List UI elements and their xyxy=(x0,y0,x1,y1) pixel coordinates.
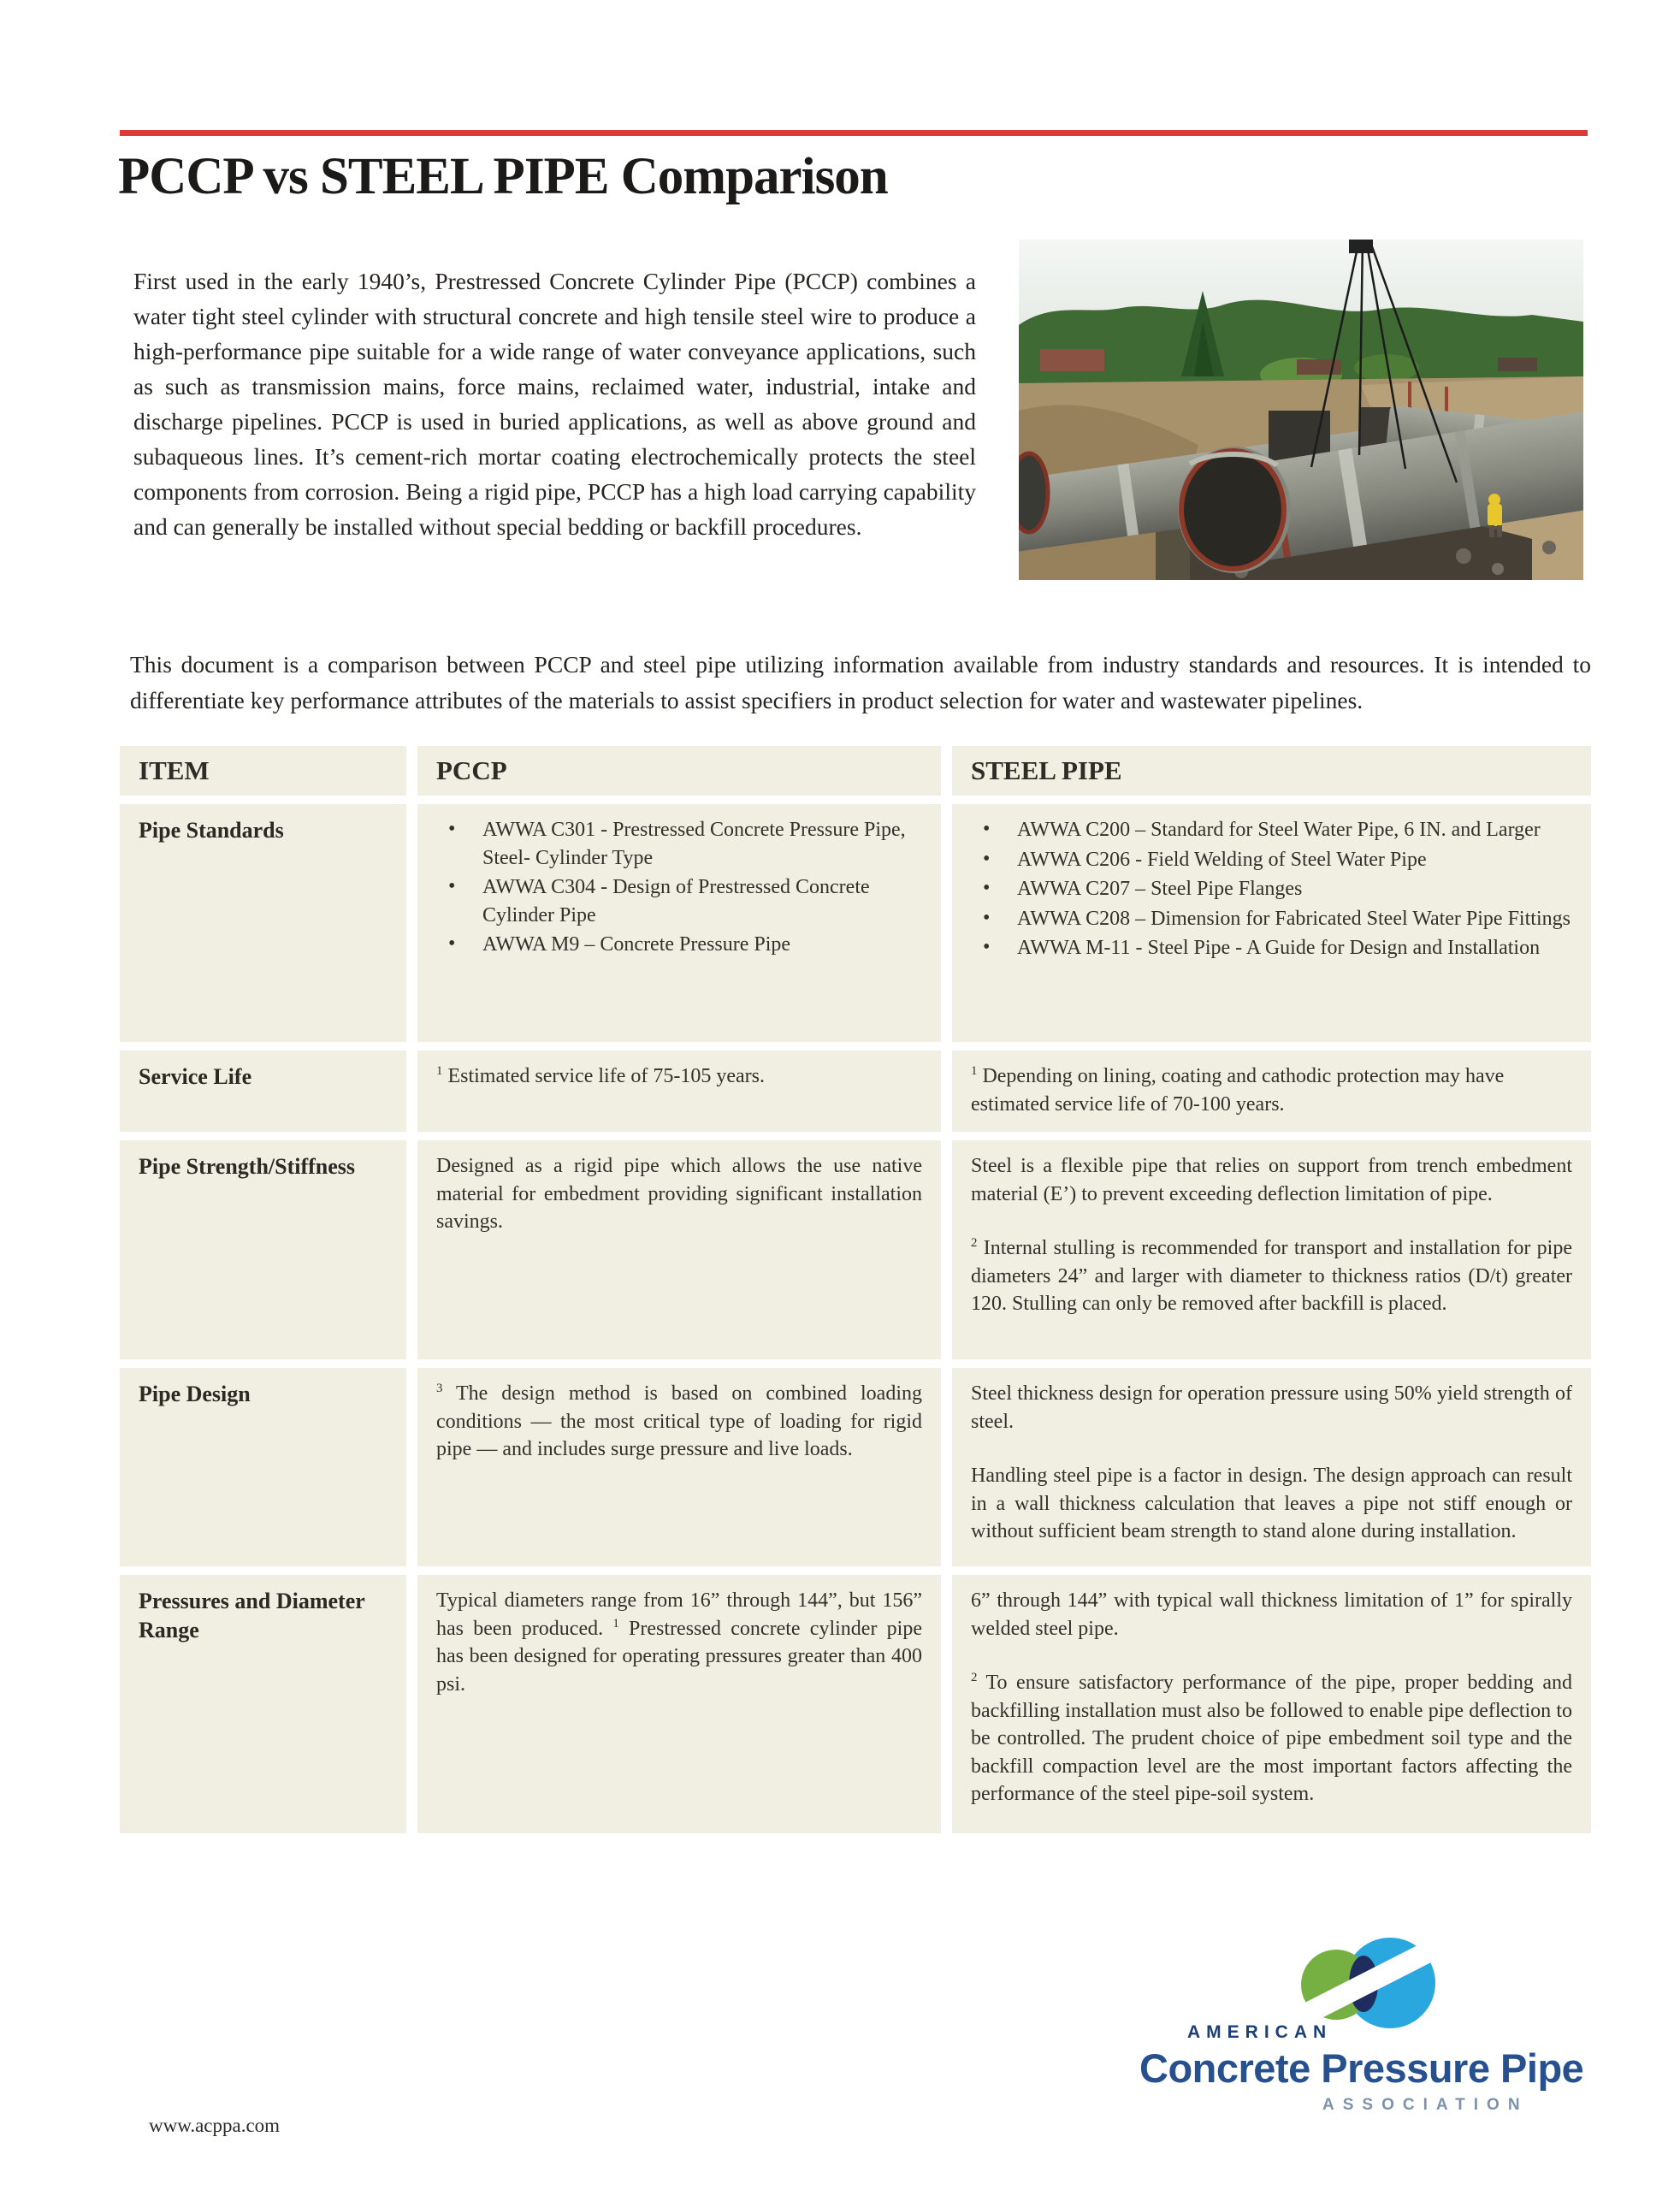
bullet-item: • AWWA C207 – Steel Pipe Flanges xyxy=(971,875,1572,903)
row-item-label: Pressures and Diameter Range xyxy=(139,1589,365,1642)
cell-paragraph: $^3$ The design method is based on combined loading conditions — the most critical type of loading for rigid pipe — and includes surge pressure and live loads. xyxy=(436,1382,922,1460)
bullet-item: • AWWA M-11 - Steel Pipe - A Guide for Design and Installation xyxy=(971,934,1572,962)
comparison-table xyxy=(120,746,1591,1842)
intro-paragraph: First used in the early 1940’s, Prestressed Concrete Cylinder Pipe (PCCP) combines a water tight steel cylinder with structural concrete and high tensile steel wire to produce a high-performance pipe suitable for a wide range of water conveyance applications, such as such as transmission mains, force mains, reclaimed water, industrial, intake and discharge pipelines. PCCP is used in buried applications, as well as above ground and subaqueous lines. It’s cement-rich mortar coating electrochemically protects the steel components from corrosion. Being a rigid pipe, PCCP has a high load carrying capability and can generally be installed without special bedding or backfill procedures. xyxy=(133,267,976,540)
cell-paragraph: Designed as a rigid pipe which allows the use native material for embedment providing significant installation savings. xyxy=(436,1155,922,1233)
header-item: ITEM xyxy=(120,746,406,796)
row-item-cell xyxy=(120,1368,406,1566)
row-item-cell xyxy=(120,804,406,1042)
row-pccp-cell xyxy=(417,1051,941,1132)
header-pccp: PCCP xyxy=(417,746,941,796)
row-pccp-cell xyxy=(417,1140,941,1359)
logo-name-text: Concrete Pressure Pipe xyxy=(1139,2045,1584,2091)
row-item-cell xyxy=(120,1140,406,1359)
row-item-cell xyxy=(120,1575,406,1833)
row-steel-cell xyxy=(952,1368,1591,1566)
bullet-item: • AWWA C304 - Design of Prestressed Concrete Cylinder Pipe xyxy=(436,873,922,929)
table-row xyxy=(120,804,1591,1042)
row-steel-cell xyxy=(952,804,1591,1042)
cell-paragraph: Handling steel pipe is a factor in design. The design approach can result in a wall thickness calculation that leaves a pipe not stiff enough or without sufficient beam strength to stand alone during installation. xyxy=(971,1465,1572,1542)
row-item-label: Pipe Design xyxy=(139,1382,251,1406)
cell-paragraph: 6” through 144” with typical wall thickness limitation of 1” for spirally welded steel pipe. xyxy=(971,1589,1572,1640)
table-row xyxy=(120,1575,1591,1833)
bullet-item: • AWWA M9 – Concrete Pressure Pipe xyxy=(436,931,922,959)
row-steel-cell xyxy=(952,1575,1591,1833)
table-row xyxy=(120,1140,1591,1359)
intro-section xyxy=(133,240,1588,580)
acppa-logo-icon xyxy=(1293,1932,1443,2033)
cell-paragraph: Steel thickness design for operation pressure using 50% yield strength of steel. xyxy=(971,1382,1572,1433)
cell-paragraph: Typical diameters range from 16” through 144”, but 156” has been produced. $^1$ Prestressed concrete cylinder pipe has been designed for operating pressures greater than 400 psi. xyxy=(436,1589,923,1696)
footer-website-url: www.acppa.com xyxy=(149,2115,281,2136)
cell-paragraph: $^2$ Internal stulling is recommended for transport and installation for pipe diameters 24” and larger with diameter to thickness ratios (D/t) greater 120. Stulling can only be removed after backfill is placed. xyxy=(971,1236,1572,1315)
bullet-list xyxy=(436,816,922,959)
logo-american-text: AMERICAN xyxy=(1187,2022,1333,2042)
cell-paragraph: $^1$ Depending on lining, coating and cathodic protection may have estimated service life of 70-100 years. xyxy=(971,1064,1505,1116)
table-row xyxy=(120,1368,1591,1566)
table-header-row xyxy=(120,746,1591,796)
table-rows xyxy=(120,804,1591,1833)
bullet-item: • AWWA C301 - Prestressed Concrete Pressure Pipe, Steel- Cylinder Type xyxy=(436,816,922,872)
bullet-item: • AWWA C208 – Dimension for Fabricated Steel Water Pipe Fittings xyxy=(971,905,1572,933)
page-title: PCCP vs STEEL PIPE Comparison xyxy=(118,148,888,205)
cell-paragraph: Steel is a flexible pipe that relies on support from trench embedment material (E’) to prevent exceeding deflection limitation of pipe. xyxy=(971,1155,1572,1205)
row-item-cell xyxy=(120,1051,406,1132)
header-steel-pipe: STEEL PIPE xyxy=(952,746,1591,796)
top-red-rule xyxy=(120,130,1588,136)
bullet-item: • AWWA C200 – Standard for Steel Water Pipe, 6 IN. and Larger xyxy=(971,816,1572,844)
row-item-label: Service Life xyxy=(139,1064,252,1089)
row-steel-cell xyxy=(952,1140,1591,1359)
cell-paragraph: $^2$ To ensure satisfactory performance of the pipe, proper bedding and backfilling installation must also be followed to enable pipe deflection to be controlled. The prudent choice of pipe embedment soil type and the backfill compaction level are the most important factors affecting the performance of the steel pipe-soil system. xyxy=(971,1671,1572,1805)
construction-photo xyxy=(1019,240,1583,580)
table-row xyxy=(120,1051,1591,1132)
row-item-label: Pipe Standards xyxy=(139,818,284,843)
row-item-label: Pipe Strength/Stiffness xyxy=(139,1154,356,1179)
row-steel-cell xyxy=(952,1051,1591,1132)
summary-paragraph: This document is a comparison between PCCP and steel pipe utilizing information available from industry standards and resources. It is intended to differentiate key performance attributes of the materials to assist specifiers in product selection for water and wastewater pipelines. xyxy=(130,650,1591,713)
row-pccp-cell xyxy=(417,1368,941,1566)
pipe-installation-illustration xyxy=(1019,240,1583,580)
cell-paragraph: $^1$ Estimated service life of 75-105 years. xyxy=(436,1064,765,1087)
row-pccp-cell xyxy=(417,804,941,1042)
bullet-list xyxy=(971,816,1572,962)
acppa-logo xyxy=(1139,1932,1671,2115)
row-pccp-cell xyxy=(417,1575,941,1833)
bullet-item: • AWWA C206 - Field Welding of Steel Water Pipe xyxy=(971,846,1572,874)
logo-association-text: ASSOCIATION xyxy=(1322,2096,1529,2114)
